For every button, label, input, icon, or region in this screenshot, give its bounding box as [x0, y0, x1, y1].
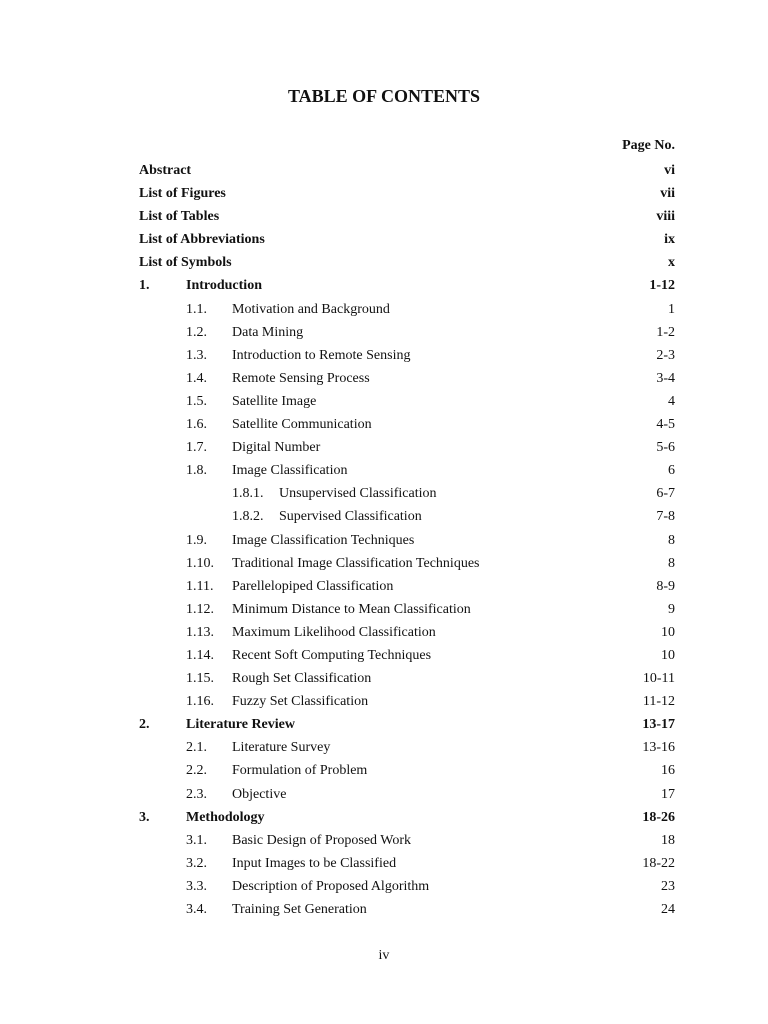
toc-entry-page: vi: [664, 163, 675, 178]
toc-entry: [0, 576, 768, 599]
toc-entry-number: 1.: [139, 278, 150, 294]
toc-entry-label: Formulation of Problem: [232, 763, 368, 779]
toc-entry-number: 2.3.: [186, 786, 207, 802]
toc-entry-label: Basic Design of Proposed Work: [232, 832, 412, 848]
toc-entry-number: 1.5.: [186, 393, 207, 409]
toc-entry: [0, 876, 768, 899]
toc-entry-page: 7-8: [656, 509, 675, 525]
toc-entry: [0, 622, 768, 645]
toc-entry-number: 1.2.: [186, 324, 207, 340]
toc-entry: [0, 206, 768, 229]
toc-entry-page: 13-16: [642, 740, 675, 756]
toc-entry-label: List of Abbreviations: [139, 232, 265, 248]
toc-entry: [0, 807, 768, 830]
toc-entry: [0, 322, 768, 345]
toc-entry: [0, 229, 768, 252]
toc-entry: [0, 391, 768, 414]
page-title: TABLE OF CONTENTS: [287, 86, 481, 106]
toc-entry: [0, 599, 768, 622]
toc-entry: [0, 853, 768, 876]
toc-entry-page: 18-26: [642, 809, 675, 825]
toc-entry-label: Maximum Likelihood Classification: [232, 624, 436, 640]
toc-entry-label: Introduction to Remote Sensing: [232, 347, 411, 363]
table-of-contents: [0, 160, 768, 922]
toc-entry-page: 4-5: [656, 417, 675, 433]
toc-entry-label: Description of Proposed Algorithm: [232, 878, 430, 894]
toc-entry-page: 10: [661, 624, 675, 640]
toc-entry: [0, 830, 768, 853]
toc-entry-number: 1.15.: [186, 671, 214, 687]
toc-entry-page: x: [668, 255, 675, 271]
toc-entry-number: 3.3.: [186, 878, 207, 894]
toc-entry-page: 8: [668, 532, 675, 548]
toc-entry-label: Supervised Classification: [279, 509, 422, 525]
toc-entry-number: 1.1.: [186, 301, 207, 317]
toc-entry-number: 1.13.: [186, 624, 214, 640]
toc-entry-number: 1.11.: [186, 578, 214, 594]
toc-entry-page: 11-12: [642, 694, 675, 710]
toc-entry-label: Data Mining: [232, 324, 304, 340]
toc-entry-page: 18: [661, 832, 675, 848]
toc-entry: [0, 737, 768, 760]
toc-entry-label: Unsupervised Classification: [279, 486, 437, 502]
toc-entry-page: 6-7: [656, 486, 675, 502]
toc-entry-label: Rough Set Classification: [232, 671, 372, 687]
toc-entry-number: 1.3.: [186, 347, 207, 363]
toc-entry: [0, 299, 768, 322]
toc-entry-label: Introduction: [186, 278, 262, 294]
footer-page-number: iv: [378, 948, 390, 963]
toc-entry-label: List of Tables: [139, 209, 220, 225]
toc-entry: [0, 252, 768, 275]
toc-entry-page: 23: [661, 878, 675, 894]
toc-entry-page: 17: [661, 786, 675, 802]
toc-entry: [0, 668, 768, 691]
toc-entry: [0, 899, 768, 922]
toc-entry-label: Objective: [232, 786, 287, 802]
toc-entry: [0, 714, 768, 737]
toc-entry-number: 2.2.: [186, 763, 207, 779]
toc-entry-label: Methodology: [186, 809, 265, 825]
toc-entry-label: Motivation and Background: [232, 301, 390, 317]
toc-entry-page: 2-3: [656, 347, 675, 363]
toc-entry: [0, 530, 768, 553]
toc-entry-label: Literature Review: [186, 717, 295, 733]
toc-entry: [0, 553, 768, 576]
toc-entry-number: 3.2.: [186, 855, 207, 871]
toc-entry-number: 1.8.1.: [232, 486, 264, 502]
toc-entry-page: 10-11: [642, 671, 675, 687]
toc-entry-page: 6: [668, 463, 675, 479]
toc-entry-page: 3-4: [656, 370, 675, 386]
toc-entry-number: 2.: [139, 717, 150, 733]
toc-entry-label: Input Images to be Classified: [232, 855, 397, 871]
toc-entry-page: 5-6: [656, 440, 675, 456]
toc-entry: [0, 183, 768, 206]
toc-entry: [0, 645, 768, 668]
toc-entry-label: Minimum Distance to Mean Classification: [232, 601, 471, 617]
toc-entry-number: 3.4.: [186, 902, 207, 917]
toc-entry-page: 16: [661, 763, 675, 779]
toc-entry-label: Satellite Communication: [232, 417, 372, 433]
toc-entry-number: 1.12.: [186, 601, 214, 617]
toc-entry-page: 10: [661, 647, 675, 663]
toc-entry-page: 4: [668, 393, 675, 409]
toc-entry-page: viii: [656, 209, 675, 225]
toc-entry-label: Traditional Image Classification Techniques: [232, 555, 480, 571]
toc-entry-number: 1.8.: [186, 463, 207, 479]
toc-entry-label: Remote Sensing Process: [232, 370, 370, 386]
toc-entry: [0, 345, 768, 368]
toc-entry-label: Recent Soft Computing Techniques: [232, 647, 432, 663]
toc-entry-label: Image Classification Techniques: [232, 532, 415, 548]
toc-entry-number: 1.4.: [186, 370, 207, 386]
toc-entry-label: List of Symbols: [139, 255, 232, 271]
toc-entry-number: 1.10.: [186, 555, 214, 571]
toc-entry-label: Parellelopiped Classification: [232, 578, 394, 594]
toc-entry: [0, 437, 768, 460]
toc-entry-page: 8: [668, 555, 675, 571]
toc-entry-number: 1.8.2.: [232, 509, 264, 525]
toc-entry-number: 1.7.: [186, 440, 207, 456]
toc-entry: [0, 275, 768, 298]
toc-entry: [0, 760, 768, 783]
toc-entry-page: 24: [661, 902, 675, 917]
toc-entry-label: Fuzzy Set Classification: [232, 694, 369, 710]
toc-entry-page: 13-17: [642, 717, 675, 733]
page-number-column-heading: Page No.: [622, 138, 675, 153]
toc-entry-number: 1.9.: [186, 532, 207, 548]
toc-entry-label: Abstract: [139, 163, 192, 178]
toc-entry: [0, 160, 768, 183]
toc-entry-page: 1-12: [649, 278, 675, 294]
toc-entry: [0, 368, 768, 391]
toc-entry-page: 9: [668, 601, 675, 617]
toc-entry-page: 8-9: [656, 578, 675, 594]
toc-entry-page: vii: [660, 186, 675, 202]
toc-entry-label: Satellite Image: [232, 393, 317, 409]
toc-entry-label: Literature Survey: [232, 740, 331, 756]
toc-entry-label: Digital Number: [232, 440, 321, 456]
toc-entry-number: 1.14.: [186, 647, 214, 663]
toc-entry-page: 18-22: [642, 855, 675, 871]
toc-entry-number: 1.16.: [186, 694, 214, 710]
toc-entry-number: 3.: [139, 809, 150, 825]
toc-entry-number: 1.6.: [186, 417, 207, 433]
toc-entry-number: 3.1.: [186, 832, 207, 848]
toc-entry: [0, 414, 768, 437]
toc-entry: [0, 506, 768, 529]
toc-entry-page: 1: [668, 301, 675, 317]
toc-entry-label: Training Set Generation: [232, 902, 367, 917]
toc-entry: [0, 784, 768, 807]
toc-entry: [0, 483, 768, 506]
toc-entry-label: List of Figures: [139, 186, 226, 202]
toc-entry-page: 1-2: [656, 324, 675, 340]
toc-entry: [0, 460, 768, 483]
toc-entry: [0, 691, 768, 714]
toc-entry-label: Image Classification: [232, 463, 348, 479]
toc-entry-number: 2.1.: [186, 740, 207, 756]
toc-entry-page: ix: [664, 232, 675, 248]
